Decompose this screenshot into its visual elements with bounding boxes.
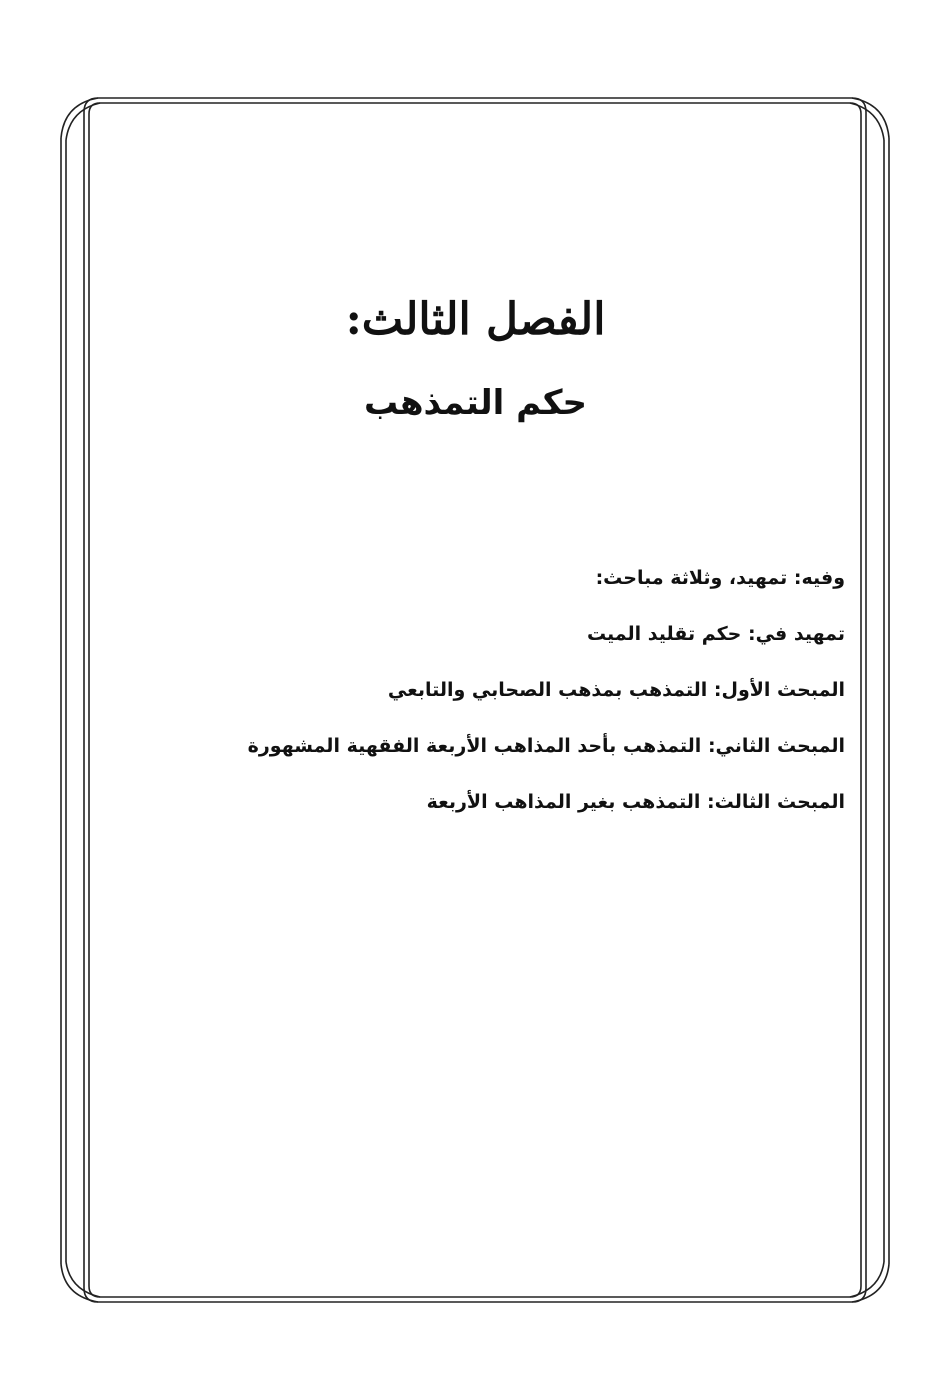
chapter-subtitle: حكم التمذهب xyxy=(363,383,588,423)
contents-intro: وفيه: تمهيد، وثلاثة مباحث: xyxy=(595,567,845,589)
contents-item-section-2: المبحث الثاني: التمذهب بأحد المذاهب الأربعة الفقهية المشهورة xyxy=(247,735,845,757)
chapter-title: الفصل الثالث: xyxy=(345,294,606,345)
contents-item-section-1: المبحث الأول: التمذهب بمذهب الصحابي والتابعي xyxy=(387,679,845,701)
contents-item-preface: تمهيد في: حكم تقليد الميت xyxy=(586,623,845,645)
contents-item-section-3: المبحث الثالث: التمذهب بغير المذاهب الأربعة xyxy=(426,791,845,813)
chapter-contents-list xyxy=(145,560,845,840)
